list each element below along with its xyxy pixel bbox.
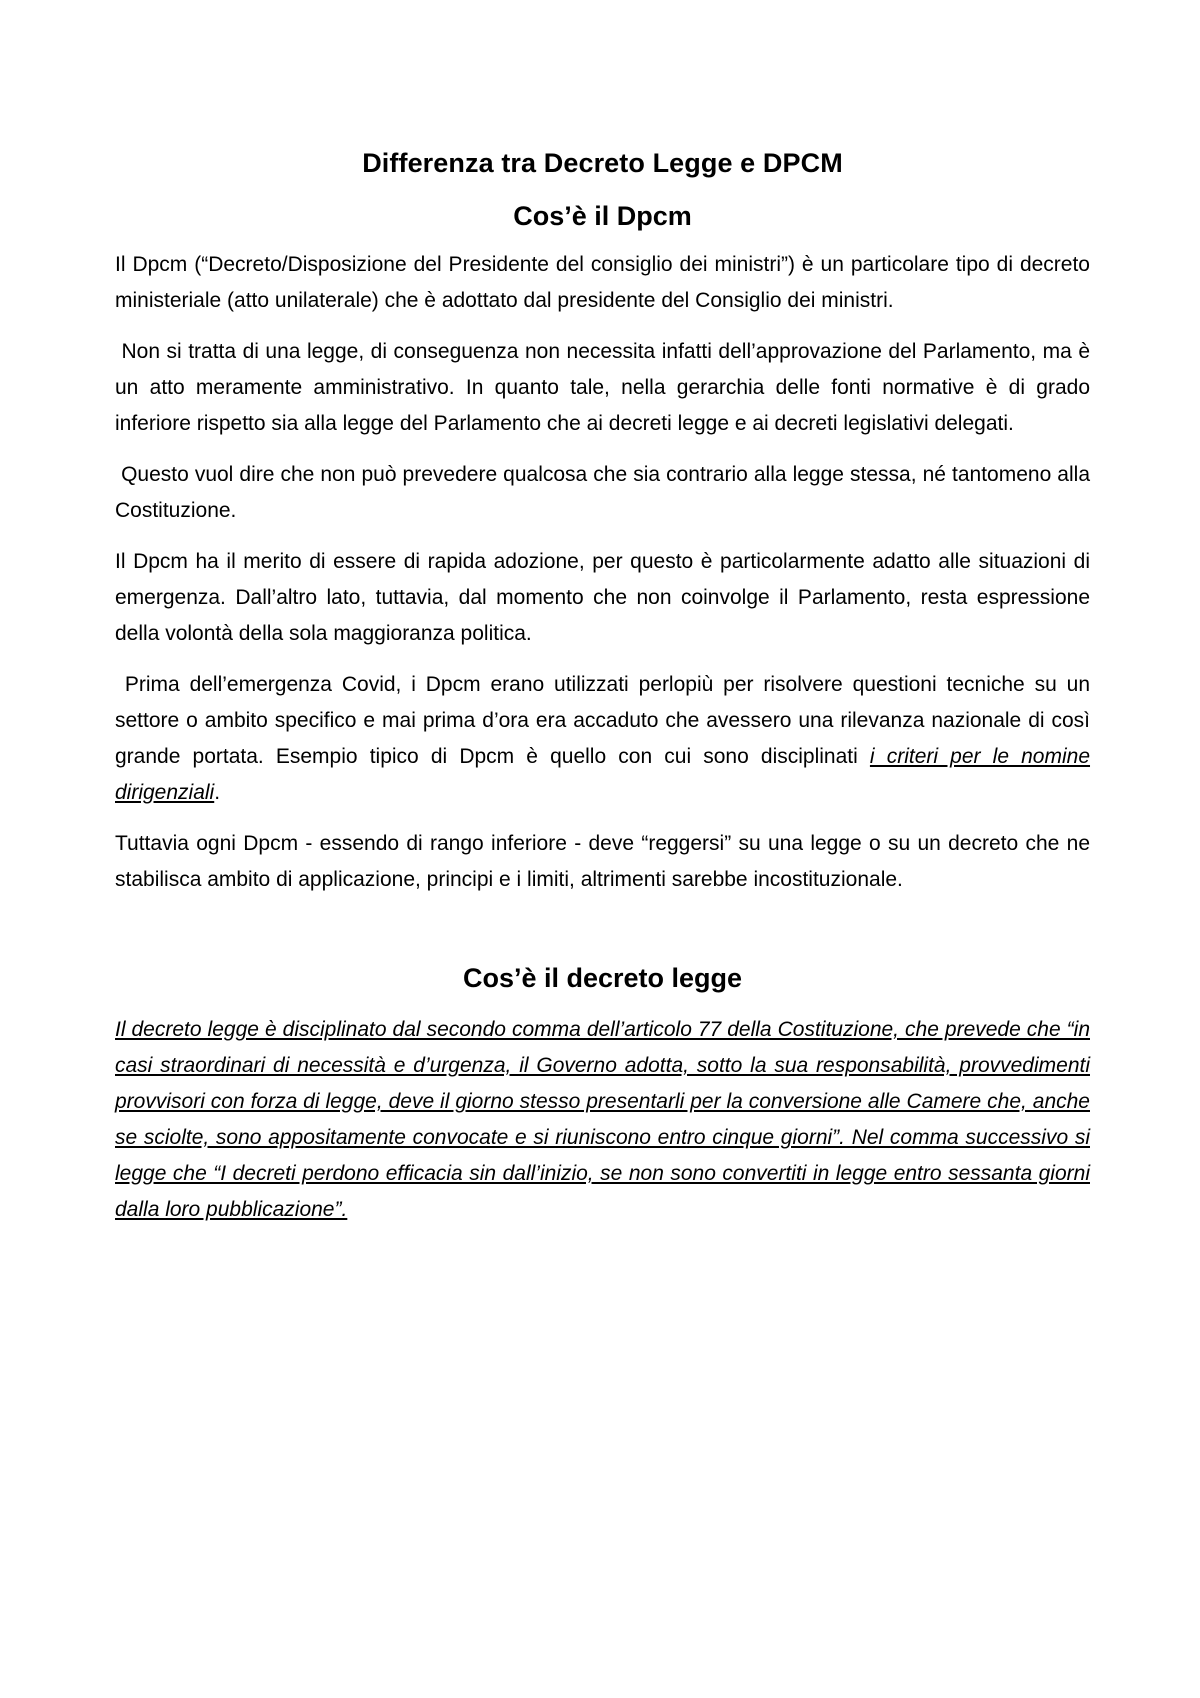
section-heading-decreto-legge: Cos’è il decreto legge [462,963,743,993]
paragraph-reggersi: Tuttavia ogni Dpcm - essendo di rango inferiore - deve “reggersi” su una legge o su un decreto che ne stabilisca ambito di applicazione, principi e i limiti, altrimenti sarebbe incostituzionale. [115,832,1090,891]
section-heading-dpcm: Cos’è il Dpcm [513,201,692,231]
document-page [115,148,1090,1228]
paragraph-before-covid-text: Prima dell’emergenza Covid, i Dpcm erano utilizzati perlopiù per risolvere questioni tecniche su un settore o ambito specifico e mai prima d’ora era accaduto che avessero una rilevanza nazionale di così grande portata. Esempio tipico di Dpcm è quello con cui sono disciplinati [115,673,1090,768]
paragraph-rapid-adoption: Il Dpcm ha il merito di essere di rapida adozione, per questo è particolarmente adatto alle situazioni di emergenza. Dall’altro lato, tuttavia, dal momento che non coinvolge il Parlamento, resta espressione della volontà della sola maggioranza politica. [115,550,1090,645]
paragraph-constitution: Questo vuol dire che non può prevedere qualcosa che sia contrario alla legge stessa, né tantomeno alla Costituzione. [115,463,1090,522]
paragraph-before-covid-end: . [214,781,221,804]
criteri-nomine-link[interactable]: i criteri per le nomine dirigenziali [115,745,1091,804]
paragraph-before-covid [115,667,1090,811]
paragraph-not-a-law: Non si tratta di una legge, di conseguenza non necessita infatti dell’approvazione del Parlamento, ma è un atto meramente amministrativo. In quanto tale, nella gerarchia delle fonti normative è di grado inferiore rispetto sia alla legge del Parlamento che ai decreti legge e ai decreti legislativi delegati. [115,340,1090,435]
paragraph-articolo-77: Il decreto legge è disciplinato dal secondo comma dell’articolo 77 della Costituzione, che prevede che “in casi straordinari di necessità e d’urgenza, il Governo adotta, sotto la sua responsabilità, provvedimenti provvisori con forza di legge, deve il giorno stesso presentarli per la conversione alle Camere che, anche se sciolte, sono appositamente convocate e si riuniscono entro cinque giorni”. Nel comma successivo si legge che “I decreti perdono efficacia sin dall’inizio, se non sono convertiti in legge entro sessanta giorni dalla loro pubblicazione”. [115,1018,1090,1221]
paragraph-dpcm-definition: Il Dpcm (“Decreto/Disposizione del Presidente del consiglio dei ministri”) è un particolare tipo di decreto ministeriale (atto unilaterale) che è adottato dal presidente del Consiglio dei ministri. [115,253,1090,312]
document-title: Differenza tra Decreto Legge e DPCM [362,148,843,178]
